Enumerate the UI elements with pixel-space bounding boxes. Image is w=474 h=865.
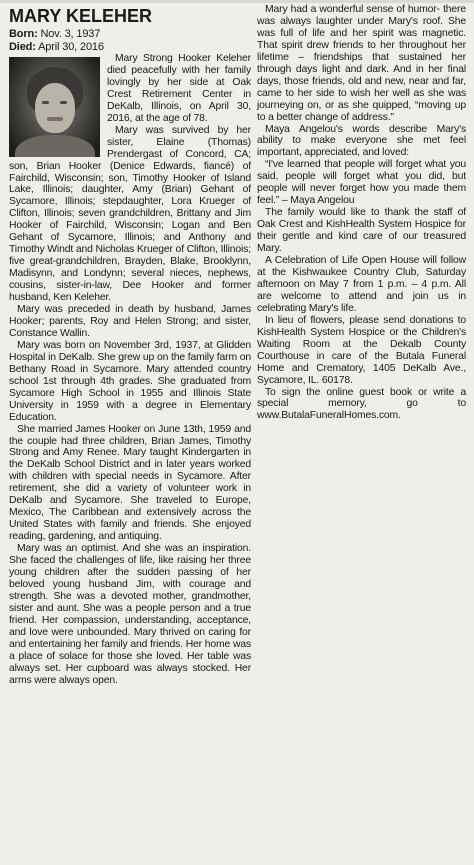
paragraph-angelou-quote: “I've learned that people will forget what you said, people will forget what you did, but people will never forget how you made them feel.” – Maya Angelou — [257, 159, 466, 207]
paragraph-angelou-intro: Maya Angelou's words describe Mary's ability to make everyone she met feel important, appreciated, and loved: — [257, 123, 466, 159]
paragraph-married: She married James Hooker on June 13th, 1959 and the couple had three children, Brian James, Timothy Strong and Amy Renee. Mary taught Kindergarten in the DeKalb School District and in later years worked with children with special needs in Sycamore. After retirement, she did a variety of volunteer work in DeKalb and Sycamore. She traveled to Europe, Mexico, The Caribbean and extensively across the United States with family and friends. She enjoyed reading, gardening, and antiquing. — [9, 423, 251, 543]
died-label: Died: — [9, 40, 36, 53]
portrait-photo — [9, 57, 100, 157]
obituary-name: MARY KELEHER — [9, 6, 153, 26]
paragraph-donations: In lieu of flowers, please send donations to KishHealth System Hospice or the Children's Waiting Room at the Dekalb County Courthouse in care of the Butala Funeral Home and Crematory, 1405 DeKalb Ave., Sycamore, IL. 60178. — [257, 314, 466, 386]
paragraph-humor: Mary had a wonderful sense of humor- there was always laughter under Mary's roof. She was full of life and her spirit was magnetic. That spirit drew friends to her throughout her lifetime – friendships that sustained her through days light and dark. And in her final days, those friends, old and new, near and far, came to her side to wish her well as she was journeying on, or as she quipped, “moving up to a better change of address.” — [257, 4, 466, 123]
paragraph-survived: Mary was survived by her sister, Elaine (Thomas) Prendergast of Concord, CA; son, Brian Hooker (Denice Edwards, fiancé) of Fairchild, Wisconsin; son, Timothy Hooker of Island Lake, Illinois; daughter, Amy (Brian) Gehant of Sycamore, Illinois; stepdaughter, Lora Krueger of Clifton, Illinois; seven grandchildren, Brittany and Jim Hooker of Fairchild, Wisconsin; Logan and Ben Gehant of Sycamore, Illinois; and Anthony and Timothy Windt and Nicholas Krueger of Clifton, Illinois; five great-grandchildren, Brayden, Blake, Brooklynn, Madisynn, and Londynn; several nieces, nephews, cousins, sister-in-law, Dee Hooker and former husband, Ken Keleher. — [9, 124, 251, 304]
born-value: Nov. 3, 1937 — [40, 28, 101, 40]
paragraph-guestbook: To sign the online guest book or write a special memory, go to www.ButalaFuneralHomes.com. — [257, 386, 466, 422]
paragraph-celebration: A Celebration of Life Open House will follow at the Kishwaukee Country Club, Saturday afternoon on May 7 from 1 p.m. – 4 p.m. All are welcome to attend and join us in celebrating Mary's life. — [257, 255, 466, 314]
paragraph-born: Mary was born on November 3rd, 1937, at Glidden Hospital in DeKalb. She grew up on the family farm on Bethany Road in Sycamore. Mary attended country school 1st through 4th grades. She graduated from Sycamore High School in 1955 and Illinois State University in 1959 with a degree in Elementary Education. — [9, 339, 251, 423]
paragraph-optimist: Mary was an optimist. And she was an inspiration. She faced the challenges of life, like raising her three young children after the sudden passing of her beloved young husband Jim, with courage and strength. She was a devoted mother, grandmother, sister and aunt. She was a people person and a true friend. Her compassion, understanding, acceptance, and love were unbounded. Mary thrived on caring for and entertaining her family and friends. Her home was a place of solace for those she loved. Her table was always set. Her cupboard was always stocked. Her arms were always open. — [9, 543, 251, 686]
born-line — [9, 28, 251, 41]
clipping-top-edge — [0, 0, 474, 3]
paragraph-preceded: Mary was preceded in death by husband, James Hooker; parents, Roy and Helen Strong; and sister, Constance Wallin. — [9, 304, 251, 339]
died-value: April 30, 2016 — [38, 40, 104, 53]
right-column — [257, 4, 466, 422]
paragraph-thanks: The family would like to thank the staff of Oak Crest and KishHealth System Hospice for their gentle and kind care of our treasured Mary. — [257, 207, 466, 255]
died-line — [9, 41, 251, 54]
born-label: Born: — [9, 28, 38, 40]
left-column — [9, 4, 251, 687]
paragraph-intro: Mary Strong Hooker Keleher died peacefully with her family lovingly by her side at Oak Crest Retirement Center in DeKalb, Illinois, on April 30, 2016, at the age of 78. — [107, 53, 251, 124]
